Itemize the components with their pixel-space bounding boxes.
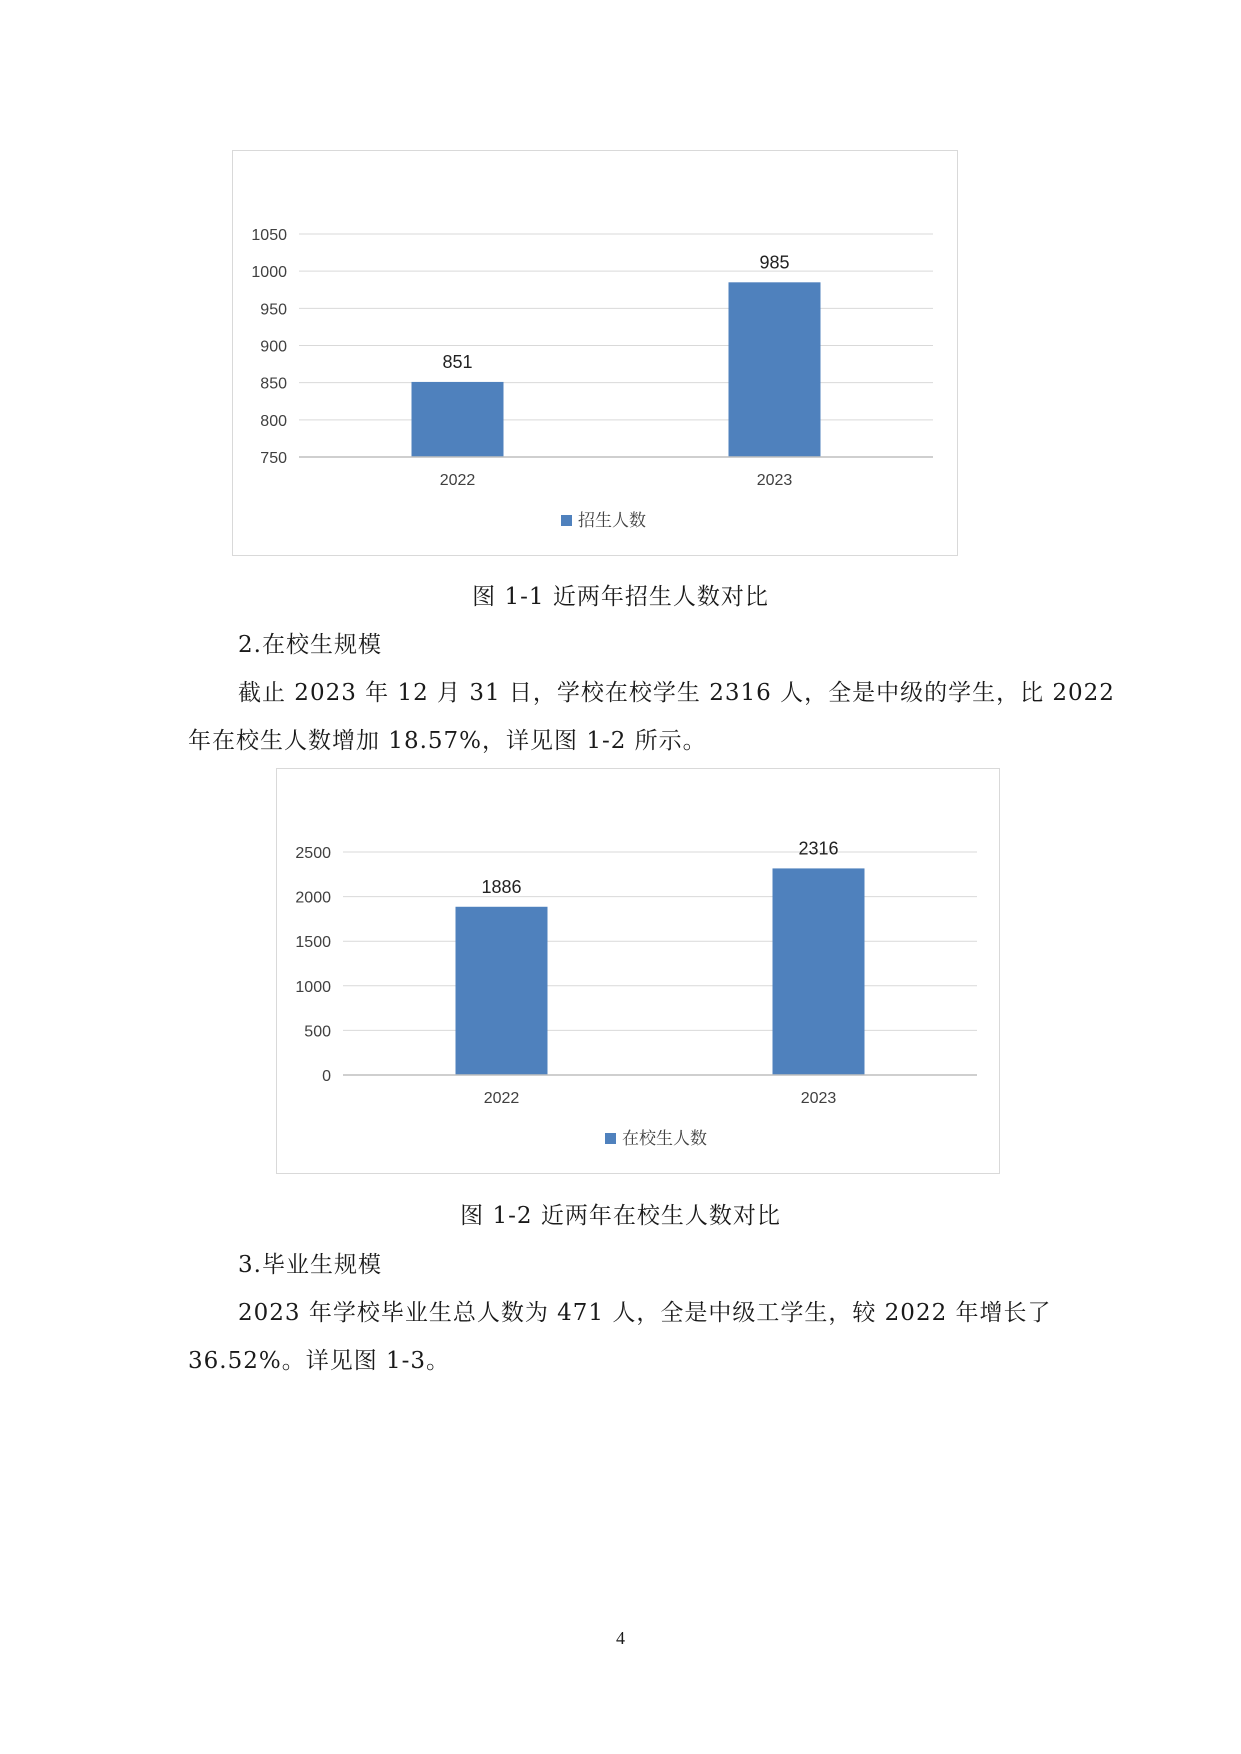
y-tick-label: 1500 bbox=[295, 934, 331, 952]
y-tick-label: 750 bbox=[260, 450, 287, 467]
caption-fig-1-2: 图 1-2 近两年在校生人数对比 bbox=[460, 1203, 781, 1229]
y-tick-label: 1000 bbox=[295, 978, 331, 996]
y-tick-label: 0 bbox=[322, 1068, 331, 1085]
x-tick-label: 2022 bbox=[439, 472, 476, 489]
y-tick-label: 900 bbox=[260, 338, 287, 356]
section-2-line-1: 截止 2023 年 12 月 31 日，学校在校学生 2316 人，全是中级的学生，比 2022 bbox=[238, 680, 1115, 706]
bar bbox=[773, 868, 865, 1075]
bar bbox=[729, 282, 821, 457]
x-tick-label: 2023 bbox=[756, 472, 793, 489]
legend-swatch bbox=[605, 1133, 616, 1144]
y-tick-label: 2500 bbox=[295, 845, 331, 862]
bar bbox=[412, 382, 504, 457]
caption-fig-1-1: 图 1-1 近两年招生人数对比 bbox=[472, 584, 769, 610]
x-tick-label: 2022 bbox=[483, 1090, 520, 1107]
section-3-line-2: 36.52%。详见图 1-3。 bbox=[188, 1348, 451, 1374]
data-label: 1886 bbox=[481, 876, 522, 897]
y-tick-label: 800 bbox=[260, 412, 287, 430]
y-tick-label: 950 bbox=[260, 301, 287, 319]
y-tick-label: 1000 bbox=[251, 264, 287, 282]
section-3-heading: 3.毕业生规模 bbox=[238, 1252, 382, 1278]
y-tick-label: 850 bbox=[260, 375, 287, 393]
legend-label: 招生人数 bbox=[578, 511, 646, 531]
y-tick-label: 2000 bbox=[295, 889, 331, 907]
data-label: 2316 bbox=[798, 838, 839, 859]
legend-label: 在校生人数 bbox=[622, 1129, 707, 1149]
legend-swatch bbox=[561, 515, 572, 526]
section-2-line-2: 年在校生人数增加 18.57%，详见图 1-2 所示。 bbox=[188, 728, 707, 754]
bar bbox=[456, 907, 548, 1075]
chart-students-svg bbox=[277, 769, 999, 1173]
y-tick-label: 500 bbox=[304, 1023, 331, 1041]
y-tick-label: 1050 bbox=[251, 227, 287, 244]
chart-students bbox=[276, 768, 1000, 1174]
chart-enrollment-svg bbox=[233, 151, 957, 555]
chart-enrollment bbox=[232, 150, 958, 556]
data-label: 985 bbox=[759, 252, 790, 273]
section-3-line-1: 2023 年学校毕业生总人数为 471 人，全是中级工学生，较 2022 年增长了 bbox=[238, 1300, 1052, 1326]
page-number: 4 bbox=[616, 1628, 625, 1648]
section-2-heading: 2.在校生规模 bbox=[238, 632, 382, 658]
x-tick-label: 2023 bbox=[800, 1090, 837, 1107]
data-label: 851 bbox=[442, 351, 473, 372]
